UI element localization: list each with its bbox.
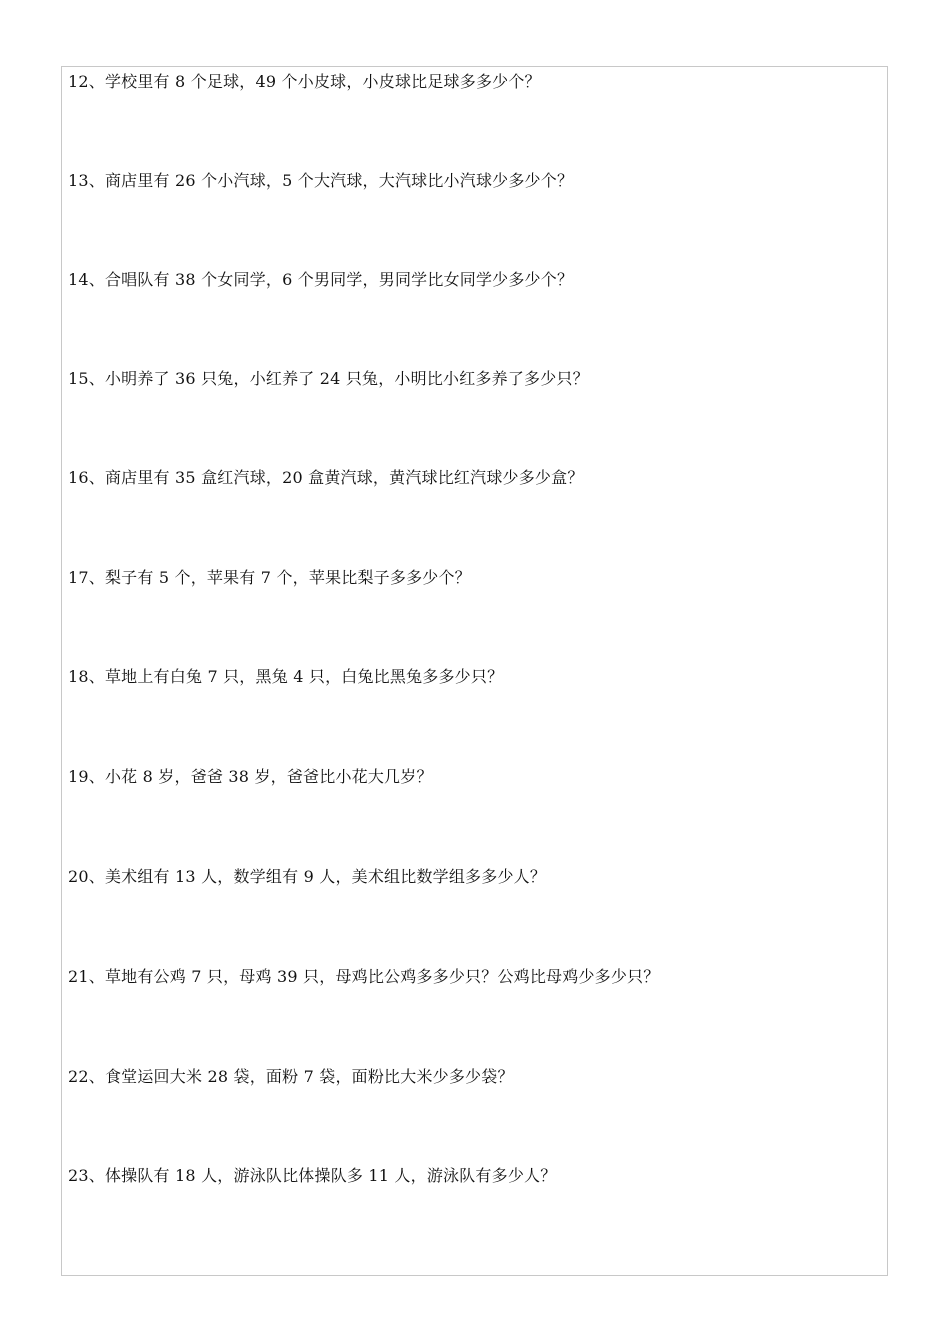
question-17: 17、梨子有 5 个，苹果有 7 个，苹果比梨子多多少个？ [68,568,471,587]
question-18: 18、草地上有白兔 7 只，黑兔 4 只，白兔比黑兔多多少只？ [68,667,504,686]
question-21: 21、草地有公鸡 7 只，母鸡 39 只，母鸡比公鸡多多少只？公鸡比母鸡少多少只？ [68,967,660,986]
question-20: 20、美术组有 13 人，数学组有 9 人，美术组比数学组多多少人？ [68,867,547,886]
question-19: 19、小花 8 岁，爸爸 38 岁，爸爸比小花大几岁？ [68,767,433,786]
question-14: 14、合唱队有 38 个女同学，6 个男同学，男同学比女同学少多少个？ [68,270,574,289]
question-22: 22、食堂运回大米 28 袋，面粉 7 袋，面粉比大米少多少袋？ [68,1067,514,1086]
question-15: 15、小明养了 36 只兔，小红养了 24 只兔，小明比小红多养了多少只？ [68,369,589,388]
question-13: 13、商店里有 26 个小汽球，5 个大汽球，大汽球比小汽球少多少个？ [68,171,574,190]
question-16: 16、商店里有 35 盒红汽球，20 盒黄汽球，黄汽球比红汽球少多少盒？ [68,468,584,487]
question-12: 12、学校里有 8 个足球，49 个小皮球，小皮球比足球多多少个？ [68,72,541,91]
question-23: 23、体操队有 18 人，游泳队比体操队多 11 人，游泳队有多少人？ [68,1166,557,1185]
